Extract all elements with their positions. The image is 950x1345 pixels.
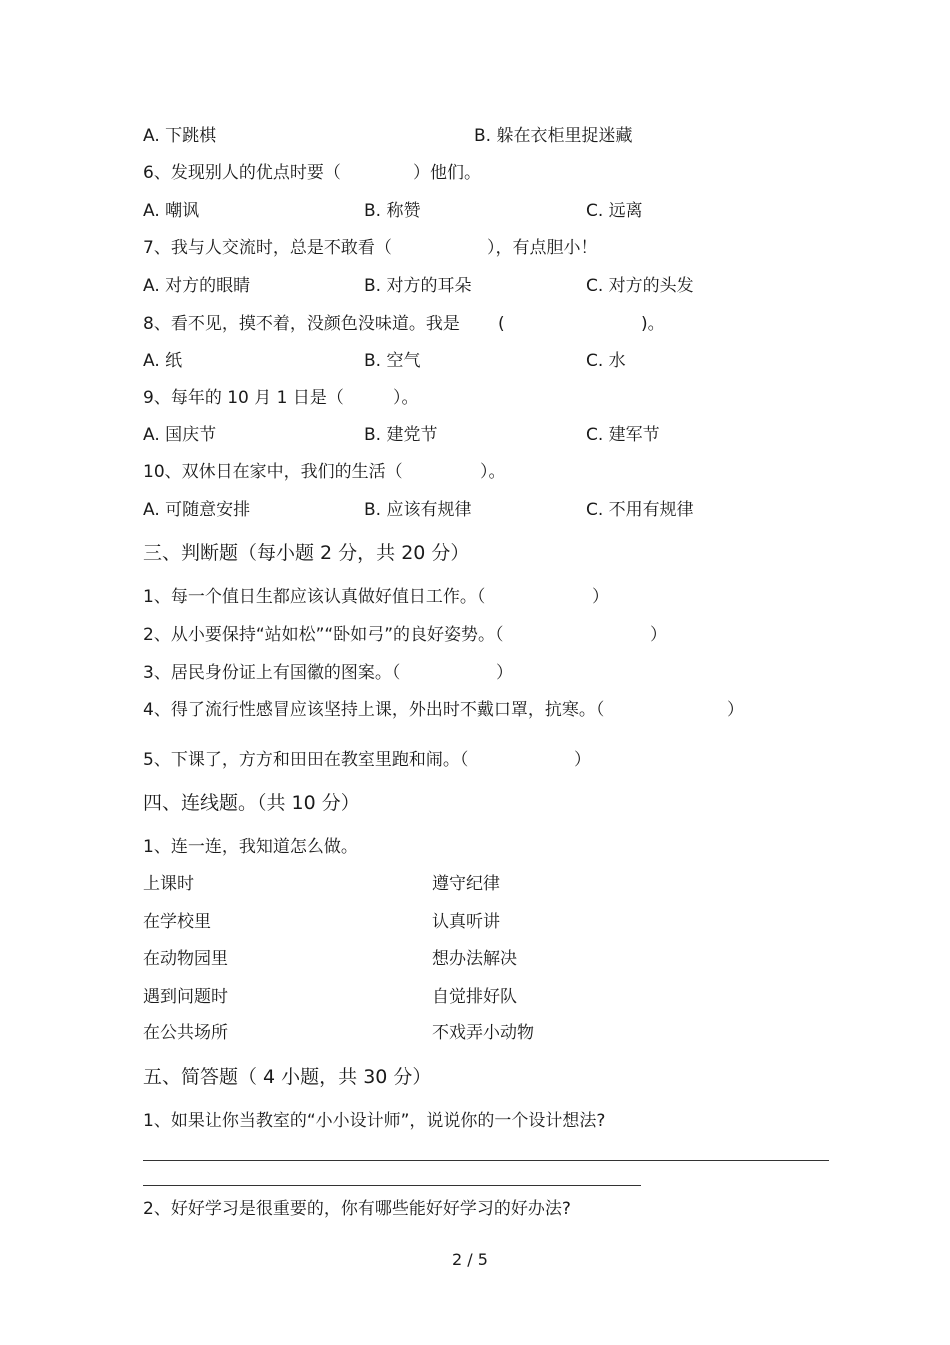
q10-stem: 10、双休日在家中，我们的生活（ [143, 462, 403, 482]
q6-stem: 6、发现别人的优点时要（ [143, 163, 341, 183]
s3-item-1: 1、每一个值日生都应该认真做好值日工作。（ [143, 587, 486, 607]
q7-option-b: B. 对方的耳朵 [364, 276, 472, 296]
q8-close: )。 [641, 314, 665, 334]
match-right-5: 不戏弄小动物 [432, 1023, 534, 1043]
match-left-3: 在动物园里 [143, 949, 228, 969]
match-right-4: 自觉排好队 [432, 987, 517, 1007]
q9-stem: 9、每年的 10 月 1 日是（ [143, 388, 344, 408]
s3-item-3-close: ） [496, 663, 513, 683]
q9-option-c: C. 建军节 [586, 425, 660, 445]
q10-close: ）。 [480, 462, 506, 482]
q7-close: ），有点胆小！ [487, 238, 598, 258]
q8-open: ( [498, 314, 505, 334]
page-number: 2 / 5 [452, 1250, 488, 1269]
section5-title: 五、简答题（ 4 小题，共 30 分） [143, 1066, 432, 1088]
q8-option-a: A. 纸 [143, 351, 183, 371]
q8-option-c: C. 水 [586, 351, 626, 371]
q6-option-a: A. 嘲讽 [143, 201, 200, 221]
q7-stem: 7、我与人交流时，总是不敢看（ [143, 238, 392, 258]
q6-close: ）他们。 [413, 163, 481, 183]
section4-title: 四、连线题。（共 10 分） [143, 792, 360, 814]
q8-stem: 8、看不见，摸不着，没颜色没味道。我是 [143, 314, 460, 334]
s5-question-1: 1、如果让你当教室的“小小设计师”，说说你的一个设计想法? [143, 1111, 606, 1131]
q10-option-c: C. 不用有规律 [586, 500, 694, 520]
section3-title: 三、判断题（每小题 2 分，共 20 分） [143, 542, 470, 564]
match-left-5: 在公共场所 [143, 1023, 228, 1043]
s3-item-5: 5、下课了，方方和田田在教室里跑和闹。（ [143, 750, 469, 770]
q9-close: ）。 [393, 388, 419, 408]
q6-option-c: C. 远离 [586, 201, 643, 221]
s3-item-4: 4、得了流行性感冒应该坚持上课，外出时不戴口罩，抗寒。（ [143, 700, 605, 720]
q7-option-c: C. 对方的头发 [586, 276, 694, 296]
s3-item-1-close: ） [592, 587, 609, 607]
match-right-3: 想办法解决 [432, 949, 517, 969]
q10-option-a: A. 可随意安排 [143, 500, 251, 520]
answer-line-2 [143, 1185, 641, 1186]
q8-option-b: B. 空气 [364, 351, 421, 371]
s3-item-5-close: ） [574, 750, 591, 770]
q9-option-a: A. 国庆节 [143, 425, 217, 445]
q6-option-b: B. 称赞 [364, 201, 421, 221]
q10-option-b: B. 应该有规律 [364, 500, 472, 520]
s5-question-2: 2、好好学习是很重要的，你有哪些能好好学习的好办法? [143, 1199, 571, 1219]
q5-option-b: B. 躲在衣柜里捉迷藏 [474, 126, 633, 146]
s3-item-2: 2、从小要保持“站如松”“卧如弓”的良好姿势。（ [143, 625, 504, 645]
s3-item-3: 3、居民身份证上有国徽的图案。（ [143, 663, 401, 683]
match-left-4: 遇到问题时 [143, 987, 228, 1007]
s3-item-2-close: ） [650, 625, 667, 645]
match-left-2: 在学校里 [143, 912, 211, 932]
answer-line-1 [143, 1160, 829, 1161]
match-right-1: 遵守纪律 [432, 874, 500, 894]
s4-question-1: 1、连一连，我知道怎么做。 [143, 837, 358, 857]
match-right-2: 认真听讲 [432, 912, 500, 932]
q5-option-a: A. 下跳棋 [143, 126, 217, 146]
q9-option-b: B. 建党节 [364, 425, 438, 445]
s3-item-4-close: ） [727, 700, 744, 720]
q7-option-a: A. 对方的眼睛 [143, 276, 251, 296]
match-left-1: 上课时 [143, 874, 194, 894]
